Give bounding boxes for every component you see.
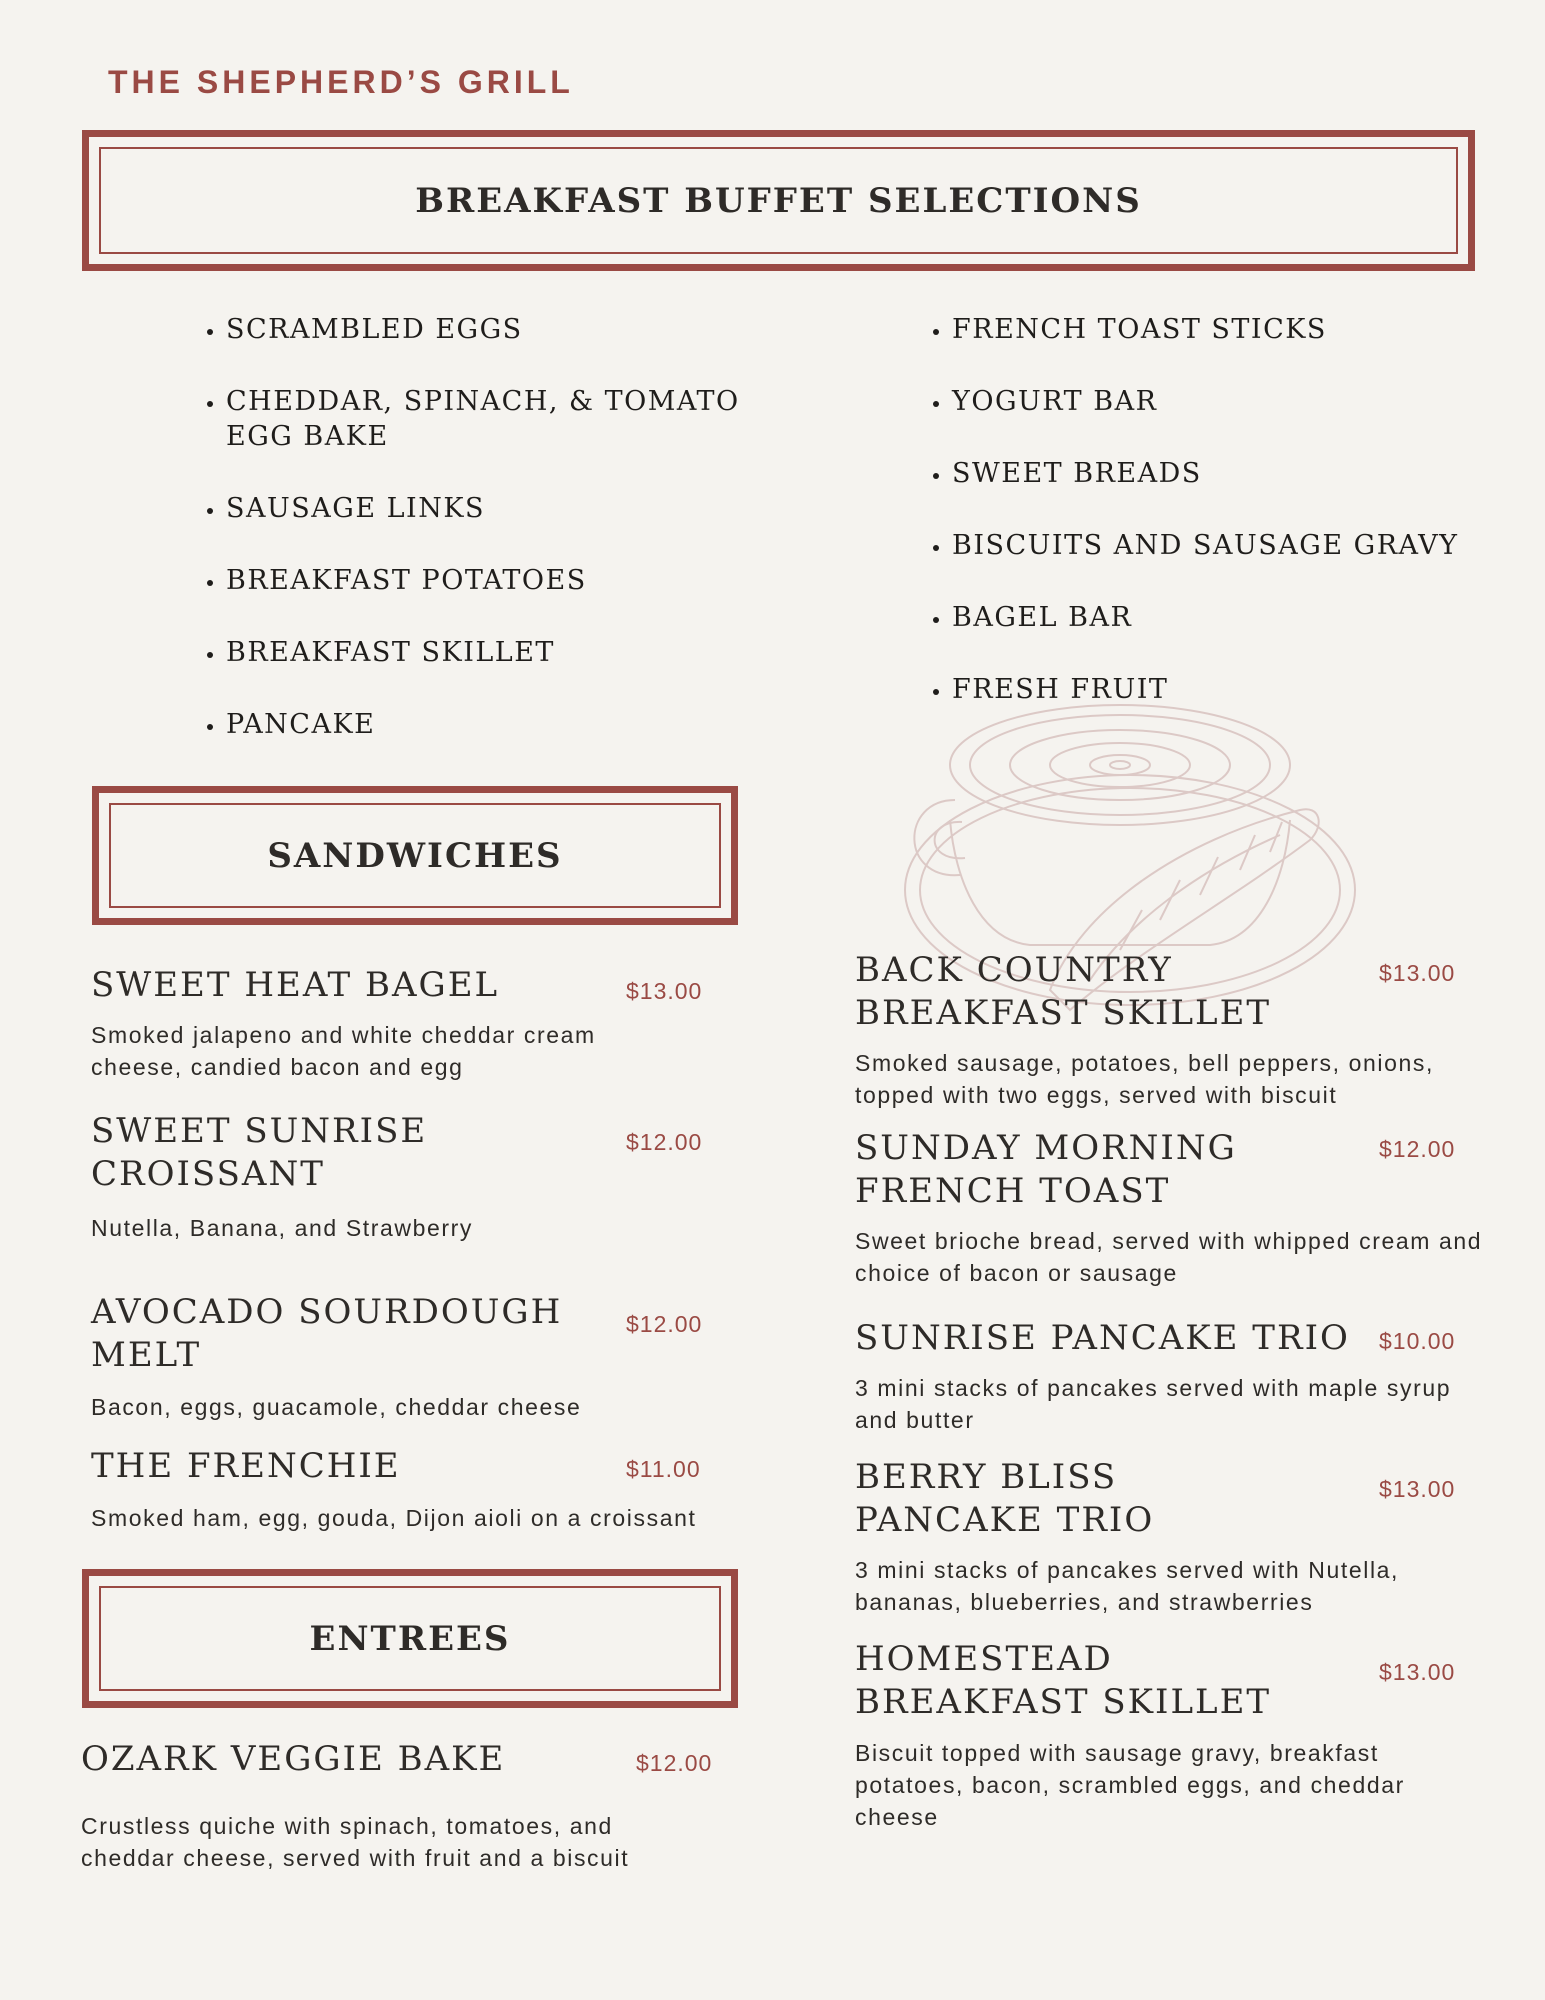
menu-item-description: Smoked jalapeno and white cheddar cream cheese, candied bacon and egg: [91, 1022, 596, 1080]
menu-item-description: Smoked ham, egg, gouda, Dijon aioli on a croissant: [91, 1505, 697, 1531]
menu-item-name: OZARK VEGGIE BAKE: [81, 1739, 506, 1779]
menu-item-price: $13.00: [1379, 1476, 1456, 1502]
buffet-item: • FRENCH TOAST STICKS: [952, 312, 1545, 347]
buffet-list-left: [196, 312, 826, 742]
menu-item-price: $12.00: [626, 1311, 703, 1337]
buffet-item: • SAUSAGE LINKS: [226, 491, 826, 526]
buffet-item: • BREAKFAST POTATOES: [226, 563, 826, 598]
buffet-item: • PANCAKE: [226, 707, 826, 742]
buffet-title: BREAKFAST BUFFET SELECTIONS: [415, 180, 1142, 221]
menu-item-name: AVOCADO SOURDOUGH MELT: [91, 1292, 563, 1375]
menu-item-description: Smoked sausage, potatoes, bell peppers, onions, topped with two eggs, served with biscuit: [855, 1050, 1434, 1108]
menu-item-description: Bacon, eggs, guacamole, cheddar cheese: [91, 1394, 582, 1420]
menu-item-name: THE FRENCHIE: [91, 1446, 401, 1486]
menu-item-price: $13.00: [1379, 1659, 1456, 1685]
menu-item-price: $12.00: [636, 1750, 713, 1776]
menu-item-price: $10.00: [1379, 1328, 1456, 1354]
menu-item-price: $13.00: [626, 978, 703, 1004]
sandwiches-header-frame: [92, 786, 738, 925]
menu-item-description: 3 mini stacks of pancakes served with maple syrup and butter: [855, 1375, 1452, 1433]
buffet-item: • BAGEL BAR: [952, 600, 1545, 635]
menu-item-name: SUNDAY MORNING FRENCH TOAST: [855, 1128, 1237, 1211]
menu-item-description: Biscuit topped with sausage gravy, breakfast potatoes, bacon, scrambled eggs, and cheddar cheese: [855, 1740, 1405, 1830]
restaurant-name: THE SHEPHERD’S GRILL: [108, 64, 574, 100]
menu-item-price: $12.00: [1379, 1136, 1456, 1162]
menu-item-name: SWEET HEAT BAGEL: [91, 965, 500, 1005]
menu-item-name: HOMESTEAD BREAKFAST SKILLET: [855, 1639, 1272, 1722]
buffet-item: • CHEDDAR, SPINACH, & TOMATO EGG BAKE: [226, 384, 766, 454]
menu-item-name: BERRY BLISS PANCAKE TRIO: [855, 1457, 1155, 1540]
sandwiches-title: SANDWICHES: [267, 835, 563, 876]
buffet-item: • FRESH FRUIT: [952, 672, 1545, 707]
buffet-item: • BREAKFAST SKILLET: [226, 635, 826, 670]
buffet-header-frame: [82, 130, 1475, 271]
menu-item-description: Sweet brioche bread, served with whipped cream and choice of bacon or sausage: [855, 1228, 1483, 1286]
menu-item-name: BACK COUNTRY BREAKFAST SKILLET: [855, 950, 1272, 1033]
entrees-title: ENTREES: [309, 1618, 511, 1659]
buffet-item: • BISCUITS AND SAUSAGE GRAVY: [952, 528, 1545, 563]
buffet-item: • SWEET BREADS: [952, 456, 1545, 491]
entrees-header-frame: [82, 1569, 738, 1708]
menu-item-description: Crustless quiche with spinach, tomatoes, and cheddar cheese, served with fruit and a biscuit: [81, 1813, 630, 1871]
menu-item-name: SWEET SUNRISE CROISSANT: [91, 1111, 428, 1194]
buffet-item: • YOGURT BAR: [952, 384, 1545, 419]
menu-item-price: $11.00: [626, 1456, 701, 1482]
menu-item-description: Nutella, Banana, and Strawberry: [91, 1215, 474, 1241]
buffet-list-right: [922, 312, 1545, 707]
menu-item-price: $13.00: [1379, 960, 1456, 986]
menu-item-name: SUNRISE PANCAKE TRIO: [855, 1318, 1350, 1358]
menu-item-price: $12.00: [626, 1129, 703, 1155]
menu-item-description: 3 mini stacks of pancakes served with Nutella, bananas, blueberries, and strawberries: [855, 1557, 1400, 1615]
buffet-item: • SCRAMBLED EGGS: [226, 312, 826, 347]
